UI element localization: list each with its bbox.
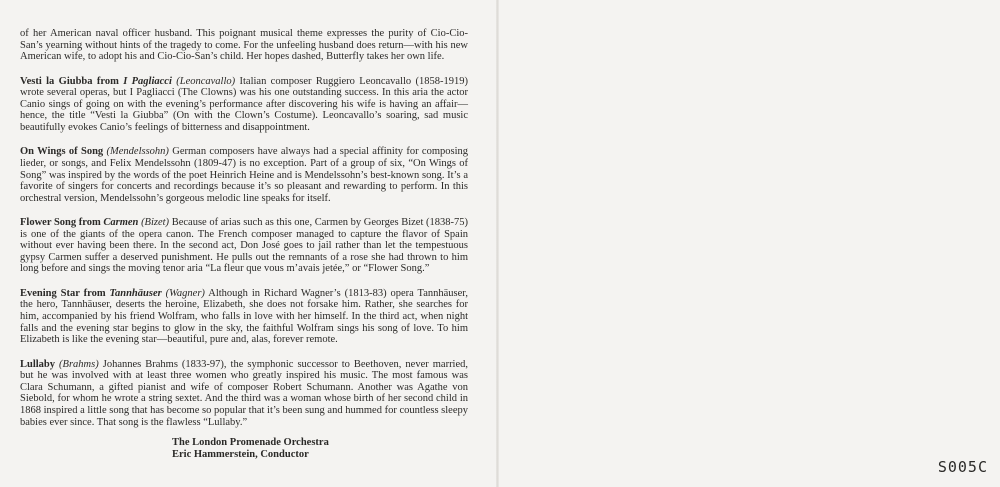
entry-body: Although in Richard Wagner’s (1813-83) opera Tannhäuser, the hero, Tannhäuser, deserts the heroine, Elizabeth, she does not forsake him. Rather, she searches for him, accompanied by his friend Wolfram, who falls in love with her himself. In the third act, when night falls and the evening star begins to glow in the sky, the faithful Wolfram sings his song of love. To him Elizabeth is like the evening star—beautiful, pure and, alas, forever remote. <box>20 287 469 346</box>
entry-on-wings-of-song <box>20 146 468 204</box>
entry-lullaby <box>20 359 468 429</box>
song-title: Lullaby <box>20 358 56 370</box>
entry-body: Johannes Brahms (1833-97), the symphonic successor to Beethoven, never married, but he was involved with at least three women who greatly inspired his music. The most famous was Clara Schumann, a gifted pianist and wife of composer Robert Schumann. Another was Agathe von Siebold, for whom he wrote a string sextet. And the third was a woman whose birth of her second child in 1868 inspired a little song that has become so popular that it’s been sung and hummed for countless sleepy babies ever since. That song is the flawless “Lullaby.” <box>20 358 469 428</box>
catalog-number: S005C <box>937 458 988 476</box>
composer-name: (Mendelssohn) <box>106 146 169 158</box>
song-title: Vesti la Giubba from I Pagliacci <box>20 75 172 87</box>
entry-evening-star <box>20 288 468 346</box>
composer-name: (Bizet) <box>141 217 170 229</box>
entry-body: Italian composer Ruggiero Leoncavallo (1858-1919) wrote several operas, but I Pagliacci (The Clowns) was his one outstanding success. In this aria the actor Canio sings of going on with the evening’s performance after discovering his wife is having an affair—hence, the title “Vesti la Giubba” (On with the Clown’s Costume). Leoncavallo’s soaring, sad music beautifully evokes Canio’s feelings of bitterness and disappointment. <box>20 75 469 133</box>
entry-flower-song <box>20 217 468 275</box>
song-title: On Wings of Song <box>20 146 104 158</box>
entry-vesti-la-giubba <box>20 76 468 134</box>
orchestra-name: The London Promenade Orchestra <box>172 437 329 448</box>
entry-body: German composers have always had a special affinity for composing lieder, or songs, and Felix Mendelssohn (1809-47) is no exception. Part of a group of six, “On Wings of Song” was inspired by the words of the poet Heinrich Heine and is Mendelssohn’s best-known song. It’s a favorite of singers for concerts and recordings because it’s so pleasant and rewarding to perform. In this orchestral version, Mendelssohn’s gorgeous melodic line speaks for itself. <box>20 146 469 204</box>
composer-name: (Brahms) <box>59 358 99 370</box>
conductor-name: Eric Hammerstein, Conductor <box>172 449 309 460</box>
entry-body: Because of arias such as this one, Carmen by Georges Bizet (1838-75) is one of the giants of the opera canon. The French composer managed to capture the flavor of Spain without ever having been there. In the second act, Don José goes to jail rather than let the tempestuous gypsy Carmen suffer a deserved punishment. He pulls out the remnants of a rose she had thrown to him long before and sings the moving tenor aria “La fleur que vous m’avais jetée,” or “Flower Song.” <box>20 217 469 275</box>
performer-credits <box>172 437 329 461</box>
intro-paragraph: of her American naval officer husband. This poignant musical theme expresses the purity of Cio-Cio-San’s yearning without hints of the tragedy to come. For the unfeeling husband does return—with his new American wife, to adopt his and Cio-Cio-San’s child. Her hopes dashed, Butterfly takes her own life. <box>20 28 468 63</box>
composer-name: (Leoncavallo) <box>176 75 236 87</box>
song-title: Evening Star from Tannhäuser <box>20 287 162 299</box>
composer-name: (Wagner) <box>165 287 205 299</box>
song-title: Flower Song from Carmen <box>20 217 139 229</box>
page-fold <box>496 0 499 487</box>
liner-notes-page <box>20 28 468 441</box>
